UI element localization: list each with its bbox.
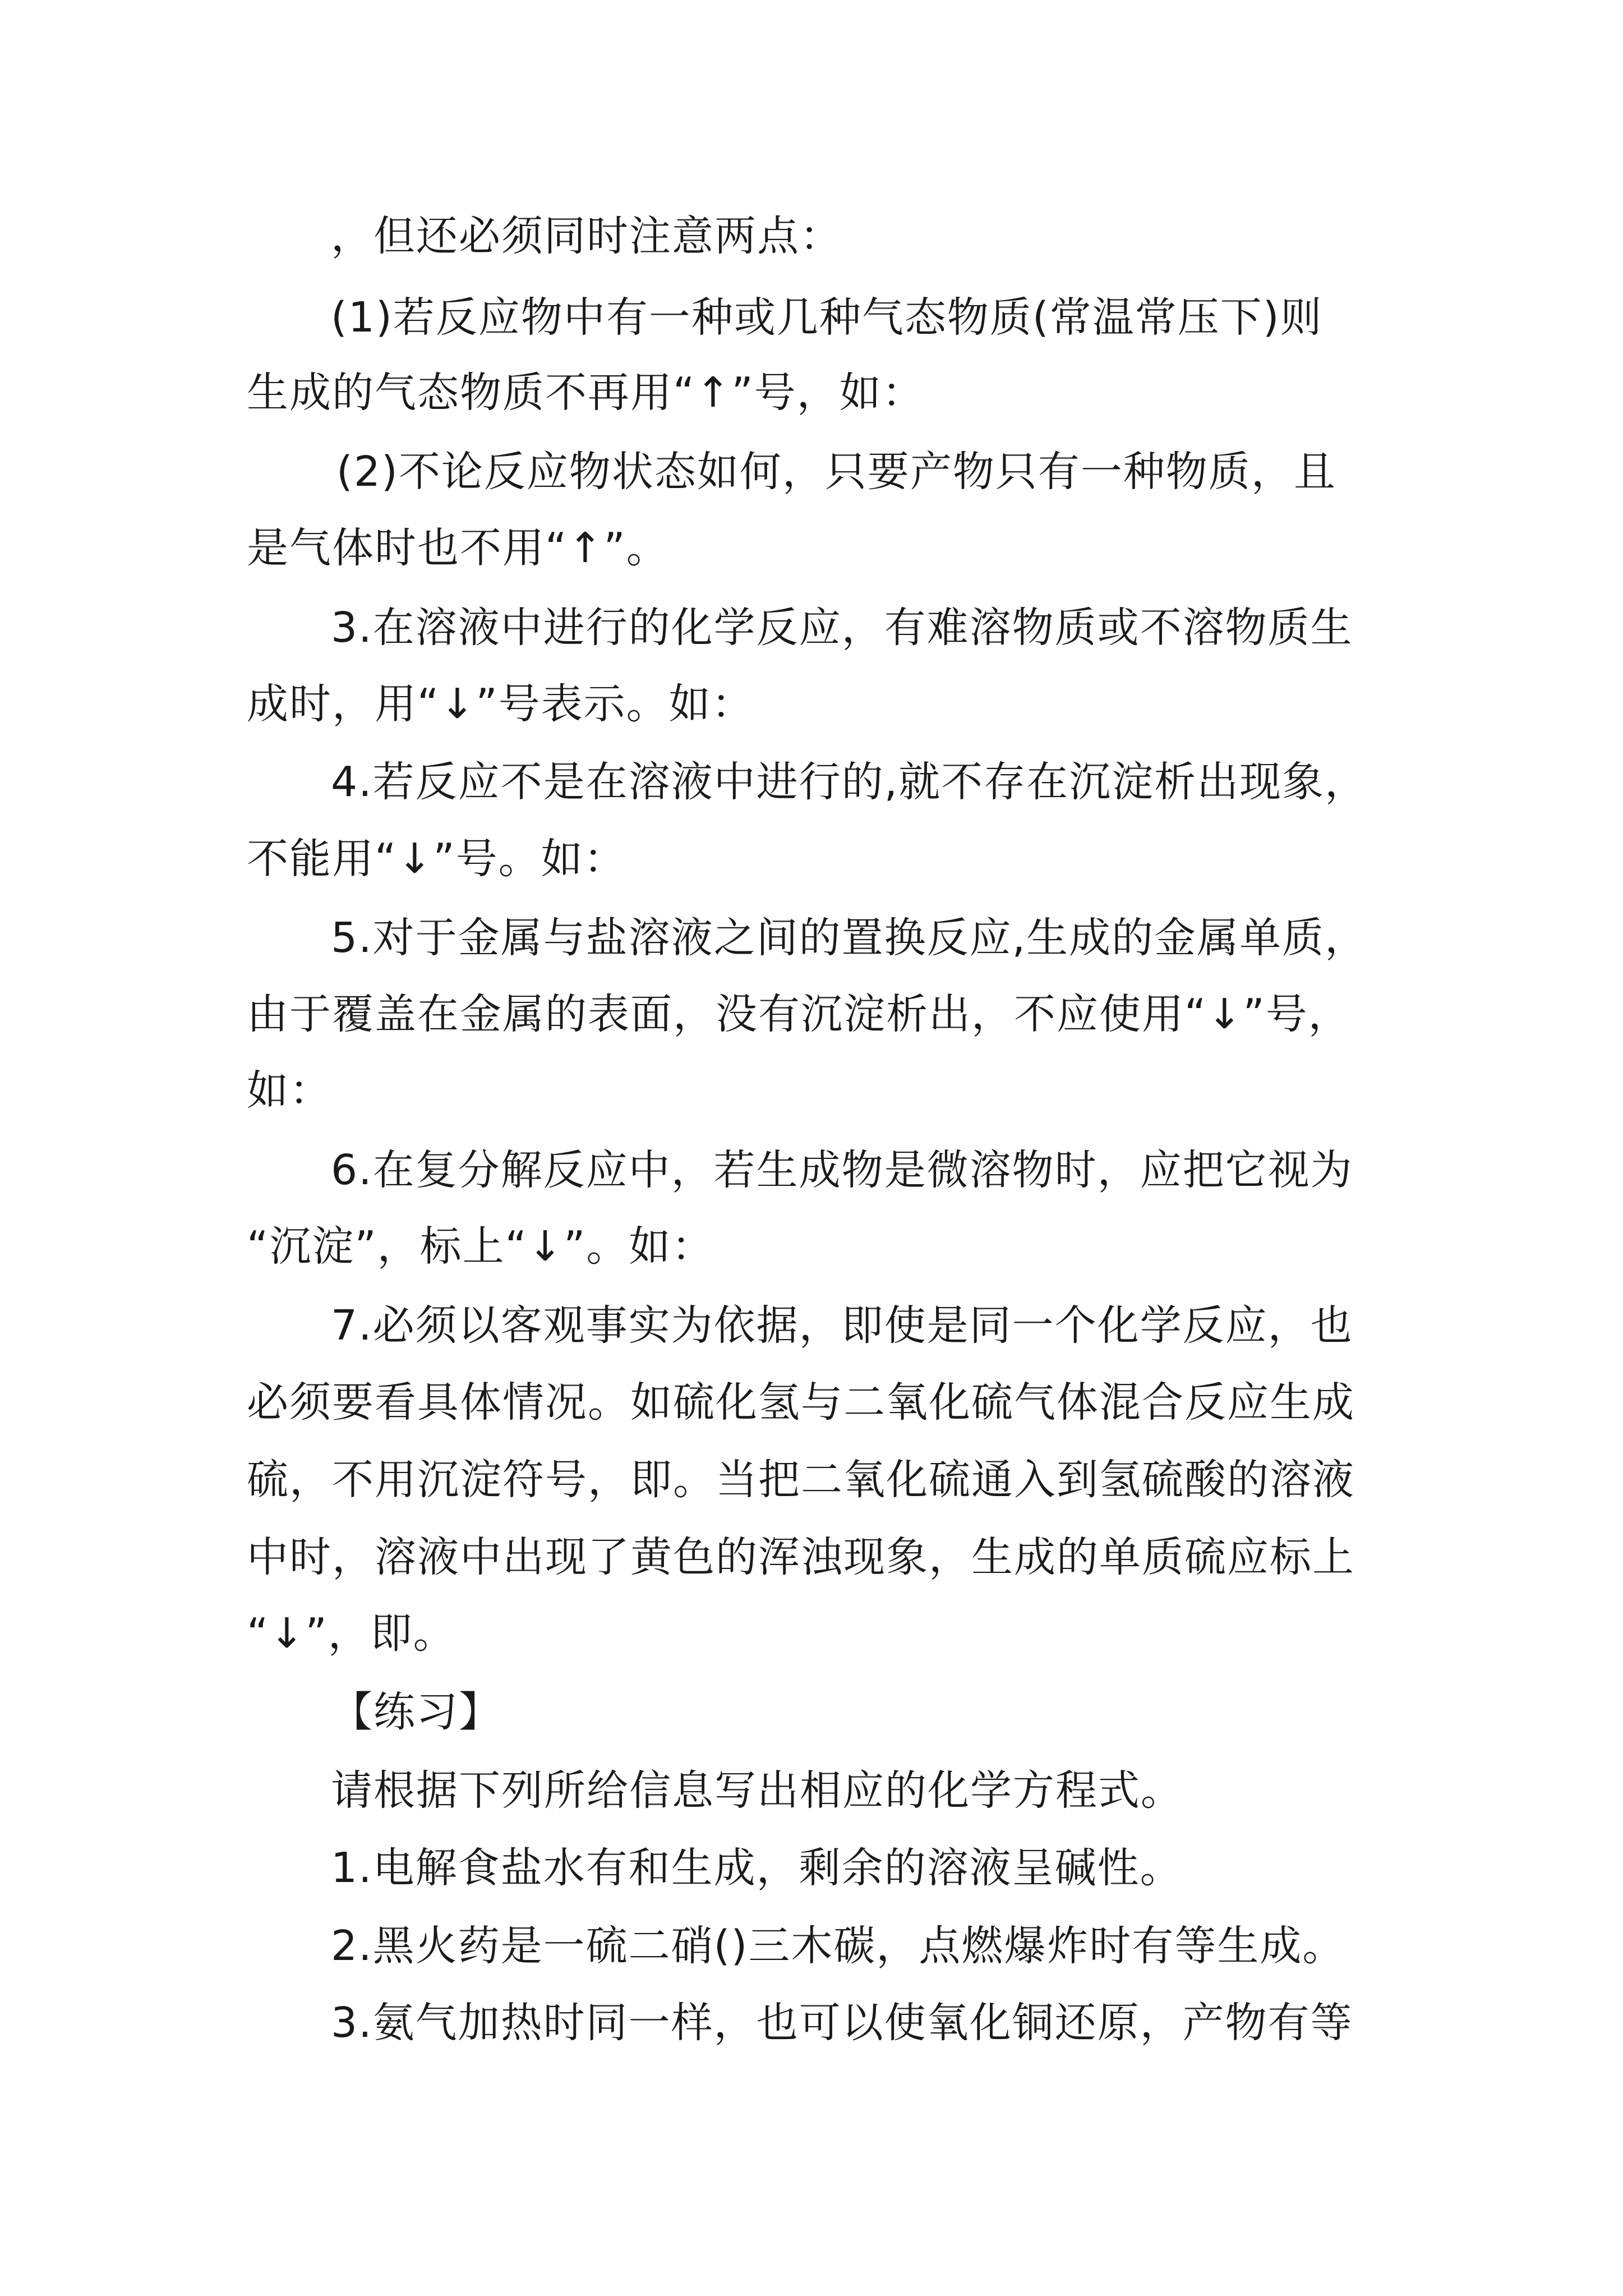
paragraph-line: 如：: [247, 1066, 332, 1115]
paragraph-line: 必须要看具体情况。如硫化氢与二氧化硫气体混合反应生成: [247, 1378, 1355, 1427]
paragraph-line: 4.若反应不是在溶液中进行的,就不存在沉淀析出现象，: [331, 758, 1368, 806]
paragraph-line: “↓”，即。: [247, 1609, 456, 1658]
paragraph-line: 生成的气态物质不再用“↑”号，如：: [247, 369, 925, 417]
paragraph-line: 7.必须以客观事实为依据，即使是同一个化学反应，也: [331, 1301, 1353, 1350]
exercise-item: 3.氨气加热时同一样，也可以使氧化铜还原，产物有等: [331, 1999, 1353, 2047]
paragraph-line: (2)不论反应物状态如何，只要产物只有一种物质，且: [336, 448, 1336, 496]
paragraph-line: 不能用“↓”号。如：: [247, 835, 626, 883]
paragraph-line: (1)若反应物中有一种或几种气态物质(常温常压下)则: [331, 293, 1323, 342]
paragraph-line: 硫，不用沉淀符号，即。当把二氧化硫通入到氢硫酸的溶液: [247, 1456, 1355, 1504]
paragraph-line: 3.在溶液中进行的化学反应，有难溶物质或不溶物质生: [331, 604, 1353, 652]
paragraph-line: ，但还必须同时注意两点：: [331, 212, 842, 260]
paragraph-line: 中时，溶液中出现了黄色的浑浊现象，生成的单质硫应标上: [247, 1533, 1355, 1581]
exercise-item: 2.黑火药是一硫二硝()三木碳，点燃爆炸时有等生成。: [331, 1922, 1345, 1970]
paragraph-line: 请根据下列所给信息写出相应的化学方程式。: [331, 1766, 1183, 1815]
exercise-item: 1.电解食盐水有和生成，剩余的溶液呈碱性。: [331, 1844, 1183, 1892]
paragraph-line: 由于覆盖在金属的表面，没有沉淀析出，不应使用“↓”号，: [247, 990, 1351, 1038]
paragraph-line: 成时，用“↓”号表示。如：: [247, 680, 754, 728]
paragraph-line: “沉淀”，标上“↓”。如：: [247, 1222, 714, 1271]
section-heading: 【练习】: [331, 1688, 501, 1736]
paragraph-line: 是气体时也不用“↑”。: [247, 524, 669, 572]
paragraph-line: 6.在复分解反应中，若生成物是微溶物时，应把它视为: [331, 1146, 1353, 1194]
paragraph-line: 5.对于金属与盐溶液之间的置换反应,生成的金属单质，: [331, 914, 1368, 962]
